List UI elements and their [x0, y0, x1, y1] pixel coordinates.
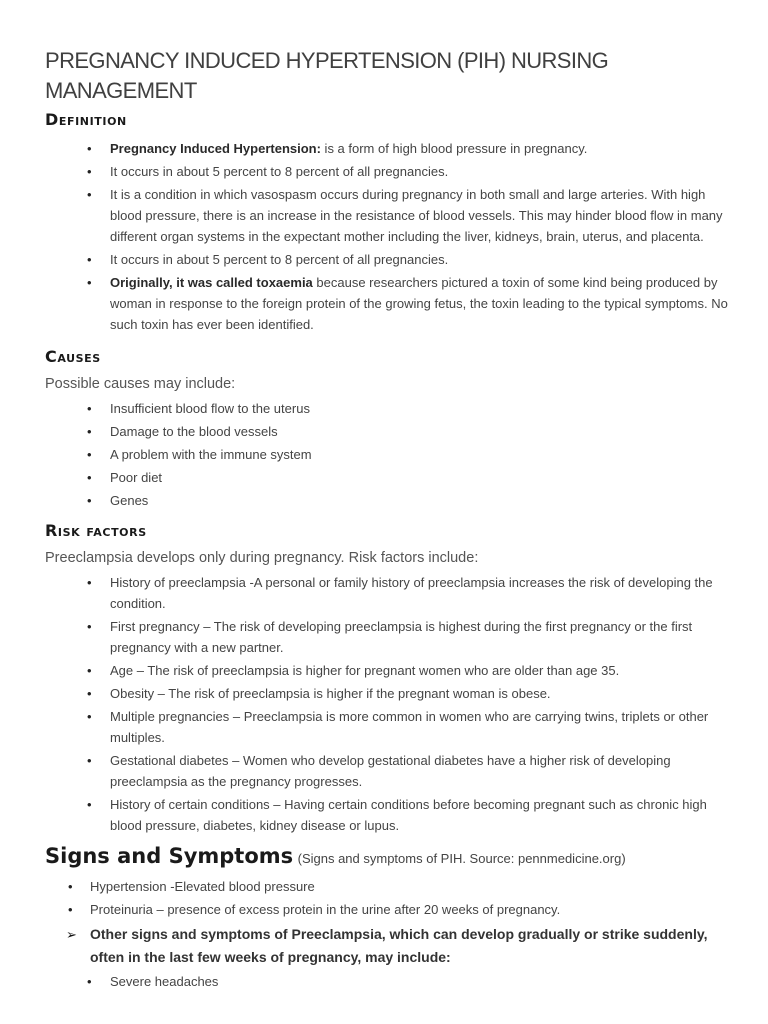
- list-item: [45, 161, 728, 182]
- list-item: [45, 272, 728, 335]
- definition-list: [45, 138, 728, 335]
- list-item: • Poor diet: [45, 467, 728, 488]
- signs-heading-row: [45, 844, 728, 874]
- bold-term: Pregnancy Induced Hypertension:: [110, 141, 321, 156]
- list-item: [45, 138, 728, 159]
- list-item: • Age – The risk of preeclampsia is higher for pregnant women who are older than age 35.: [45, 660, 728, 681]
- arrowhead-bullet-icon: ➢: [66, 927, 77, 942]
- causes-lead: Possible causes may include:: [45, 376, 236, 392]
- other-signs-list: [45, 923, 728, 969]
- risk-factors-lead: Preeclampsia develops only during pregnancy. Risk factors include:: [45, 550, 479, 566]
- signs-source-note: (Signs and symptoms of PIH. Source: pennmedicine.org): [297, 851, 626, 866]
- list-item: • Severe headaches: [45, 971, 728, 993]
- item-text: is a form of high blood pressure in pregnancy.: [320, 141, 588, 156]
- item-text: because researchers pictured a toxin of some kind being produced by woman in response to the foreign protein of the growing fetus, the toxin leading to the typical symptoms. No such toxin has ever been identified.: [110, 275, 728, 332]
- risk-factors-heading-text: Risk factors: [45, 521, 147, 540]
- item-text: It occurs in about 5 percent to 8 percent of all pregnancies.: [110, 252, 449, 267]
- bold-term: Originally, it was called toxaemia: [110, 275, 313, 290]
- list-item: • First pregnancy – The risk of developing preeclampsia is highest during the first pregnancy or the first pregnancy with a new partner.: [45, 616, 728, 658]
- list-item: • Insufficient blood flow to the uterus: [45, 398, 728, 419]
- page-title: PREGNANCY INDUCED HYPERTENSION (PIH) NURSING MANAGEMENT: [45, 48, 609, 103]
- list-item: • Gestational diabetes – Women who develop gestational diabetes have a higher risk of developing preeclampsia as the pregnancy progresses.: [45, 750, 728, 792]
- list-item: • History of certain conditions – Having certain conditions before becoming pregnant such as chronic high blood pressure, diabetes, kidney disease or lupus.: [45, 794, 728, 836]
- signs-list: [45, 876, 728, 921]
- item-text: It is a condition in which vasospasm occurs during pregnancy in both small and large arteries. With high blood pressure, there is an increase in the resistance of blood vessels. This may hinder blood flow in many different organ systems in the expectant mother including the liver, kidneys, brain, uterus, and placenta.: [110, 187, 723, 244]
- list-item: • Genes: [45, 490, 728, 511]
- list-item: • Proteinuria – presence of excess protein in the urine after 20 weeks of pregnancy.: [45, 899, 728, 921]
- list-item: [45, 923, 728, 969]
- list-item: • Obesity – The risk of preeclampsia is higher if the pregnant woman is obese.: [45, 683, 728, 704]
- definition-heading-text: Definition: [45, 110, 127, 129]
- risk-factors-heading: [45, 519, 728, 543]
- list-item: • Multiple pregnancies – Preeclampsia is more common in women who are carrying twins, triplets or other multiples.: [45, 706, 728, 748]
- other-signs-text: Other signs and symptoms of Preeclampsia, which can develop gradually or strike suddenly, often in the last few weeks of pregnancy, may include:: [90, 926, 708, 965]
- list-item: [45, 184, 728, 247]
- other-signs-sublist: [45, 971, 728, 993]
- list-item: [45, 249, 728, 270]
- risk-factors-list: [45, 572, 728, 836]
- list-item: • A problem with the immune system: [45, 444, 728, 465]
- list-item: • Damage to the blood vessels: [45, 421, 728, 442]
- causes-heading: [45, 345, 728, 369]
- causes-heading-text: Causes: [45, 347, 101, 366]
- signs-heading: Signs and Symptoms: [45, 844, 294, 868]
- list-item: • Hypertension -Elevated blood pressure: [45, 876, 728, 898]
- definition-heading: [45, 108, 728, 132]
- item-text: It occurs in about 5 percent to 8 percent of all pregnancies.: [110, 164, 449, 179]
- causes-list: [45, 398, 728, 511]
- list-item: • History of preeclampsia -A personal or family history of preeclampsia increases the risk of developing the condition.: [45, 572, 728, 614]
